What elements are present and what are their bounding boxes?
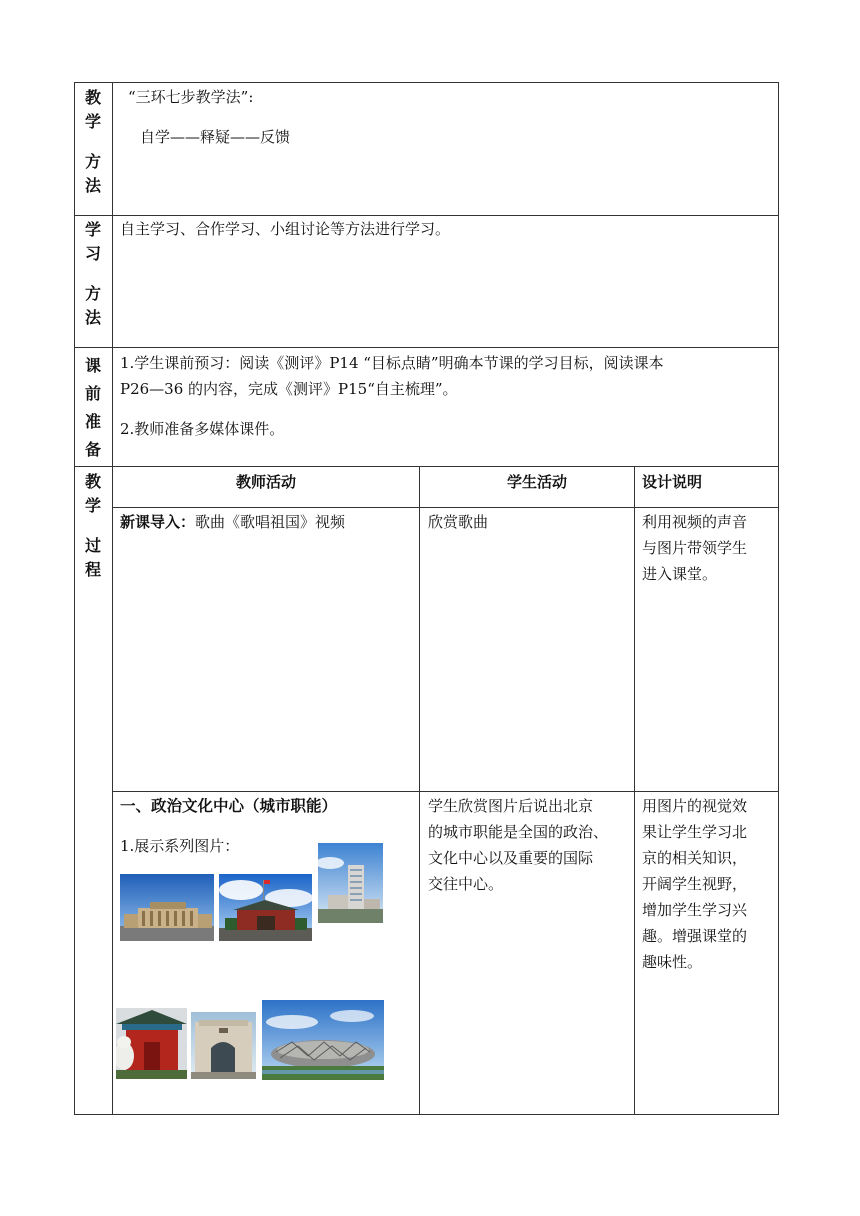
header-student-activity: 学生活动 — [506, 473, 567, 491]
row1-teacher-label: 新课导入： — [120, 513, 196, 531]
row2-design: 用图片的视觉效 果让学生学习北 京的相关知识， 开阔学生视野， 增加学生学习兴 趣。增强课堂的 趣味性。 — [642, 797, 748, 971]
header-design-notes: 设计说明 — [642, 473, 703, 491]
process-side-label: 教 学 过 程 — [84, 472, 101, 579]
method-side-label: 教 学 方 法 — [84, 88, 101, 195]
peking-university-gate-photo — [116, 1008, 187, 1079]
header-teacher-activity: 教师活动 — [235, 473, 296, 491]
prep-side-label: 课 前 准 备 — [84, 356, 101, 459]
row1-teacher-text: 歌曲《歌唱祖国》视频 — [195, 513, 346, 531]
prep-item-2: 2.教师准备多媒体课件。 — [120, 420, 285, 438]
row1-teacher — [120, 509, 345, 535]
prep-item-1b: P26—36 的内容，完成《测评》P15“自主梳理”。 — [120, 380, 458, 398]
learning-text: 自主学习、合作学习、小组讨论等方法进行学习。 — [120, 220, 451, 238]
prep-item-1a: 1.学生课前预习：阅读《测评》P14 “目标点睛”明确本节课的学习目标，阅读课本 — [120, 354, 664, 372]
row2-student: 学生欣赏图片后说出北京 的城市职能是全国的政治、 文化中心以及重要的国际 交往中心。 — [428, 797, 609, 893]
great-hall-photo — [120, 874, 214, 941]
row1-student: 欣赏歌曲 — [428, 513, 489, 531]
tsinghua-gate-photo — [191, 1012, 256, 1079]
birds-nest-stadium-photo — [262, 1000, 384, 1080]
method-line-2: 自学——释疑——反馈 — [140, 128, 291, 146]
row2-teacher-title: 一、政治文化中心（城市职能） — [120, 796, 338, 815]
method-line-1: “三环七步教学法”: — [128, 88, 254, 106]
tv-tower-photo — [318, 843, 383, 923]
row2-teacher-item: 1.展示系列图片： — [120, 837, 240, 855]
row1-design: 利用视频的声音 与图片带领学生 进入课堂。 — [642, 513, 748, 583]
learning-side-label: 学 习 方 法 — [84, 220, 101, 327]
xinhua-gate-photo — [219, 874, 312, 941]
